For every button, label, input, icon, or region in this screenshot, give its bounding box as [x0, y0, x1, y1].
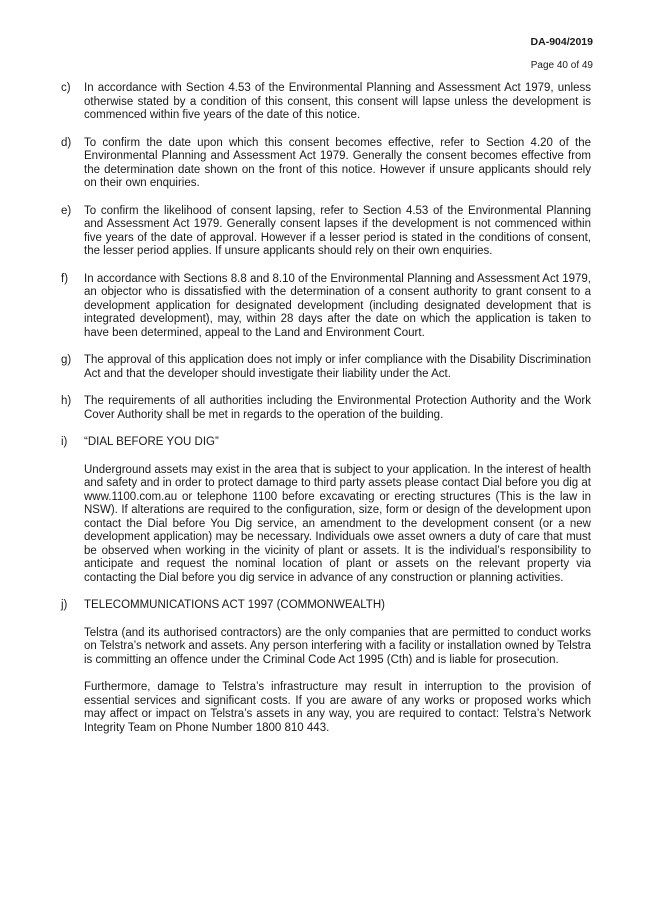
item-paragraph: In accordance with Sections 8.8 and 8.10 of the Environmental Planning and Assessment Act 1979, an objector who is dissatisfied with the determination of a consent authority to grant consent to a development application for designated development (including designated development that is integrated development), may, within 28 days after the date on which the application is taken to have been determined, appeal to the Land and Environment Court. [84, 272, 591, 339]
condition-item-e [61, 205, 591, 259]
item-marker: f) [61, 272, 69, 285]
page-header [531, 36, 593, 72]
document-id: DA-904/2019 [530, 36, 593, 48]
condition-item-j [61, 599, 591, 735]
item-paragraph: To confirm the likelihood of consent lapsing, refer to Section 4.53 of the Environmental Planning and Assessment Act 1979. Generally consent lapses if the development is not commenced within five years of the date of approval. However if a lesser period is stated in the conditions of consent, the lesser period applies. If unsure applicants should rely on their own enquiries. [84, 204, 591, 257]
item-marker: i) [61, 436, 68, 448]
item-heading: TELECOMMUNICATIONS ACT 1997 (COMMONWEALTH) [84, 599, 385, 611]
item-paragraph: The approval of this application does not imply or infer compliance with the Disability Discrimination Act and that the developer should investigate their liability under the Act. [84, 354, 591, 380]
item-marker: j) [61, 599, 68, 611]
item-paragraph: Furthermore, damage to Telstra’s infrastructure may result in interruption to the provision of essential services and significant costs. If you are aware of any works or proposed works which may affect or impact on Telstra’s assets in any way, you are required to contact: Telstra’s Network Integrity Team on Phone Number 1800 810 443. [84, 681, 591, 734]
item-paragraph: In accordance with Section 4.53 of the Environmental Planning and Assessment Act 1979, unless otherwise stated by a condition of this consent, this consent will lapse unless the development is commenced within five years of the date of this notice. [84, 82, 591, 121]
conditions-list [61, 82, 591, 749]
condition-item-g [61, 354, 591, 381]
condition-item-d [61, 137, 591, 191]
item-marker: g) [61, 354, 72, 366]
item-heading: “DIAL BEFORE YOU DIG” [84, 436, 219, 448]
condition-item-c [61, 82, 591, 123]
condition-item-h [61, 395, 591, 422]
condition-item-f [61, 273, 591, 341]
condition-item-i [61, 436, 591, 585]
item-paragraph: To confirm the date upon which this consent becomes effective, refer to Section 4.20 of the Environmental Planning and Assessment Act 1979. Generally the consent becomes effective from the determination date shown on the front of this notice. However if unsure applicants should rely on their own enquiries. [84, 136, 591, 189]
item-paragraph: Telstra (and its authorised contractors) are the only companies that are permitted to conduct works on Telstra’s network and assets. Any person interfering with a facility or installation owned by Telstra is committing an offence under the Criminal Code Act 1995 (Cth) and is liable for prosecution. [84, 626, 591, 666]
page-number: Page 40 of 49 [530, 60, 593, 71]
item-marker: e) [61, 204, 72, 217]
item-marker: h) [61, 395, 72, 407]
item-marker: d) [61, 136, 72, 149]
item-paragraph: Underground assets may exist in the area that is subject to your application. In the interest of health and safety and in order to protect damage to third party assets please contact Dial before you dig at www.1100.com.au or telephone 1100 before excavating or erecting structures (This is the law in NSW). If alterations are required to the configuration, size, form or design of the development upon contact the Dial before You Dig service, an amendment to the development consent (or a new development application) may be necessary. Individuals owe asset owners a duty of care that must be observed when working in the vicinity of plant or assets. It is the individual’s responsibility to anticipate and request the nominal location of plant or assets on the relevant property via contacting the Dial before you dig service in advance of any construction or planning activities. [84, 463, 591, 584]
item-paragraph: The requirements of all authorities including the Environmental Protection Authority and the Work Cover Authority shall be met in regards to the operation of the building. [84, 395, 591, 421]
item-marker: c) [61, 82, 71, 94]
